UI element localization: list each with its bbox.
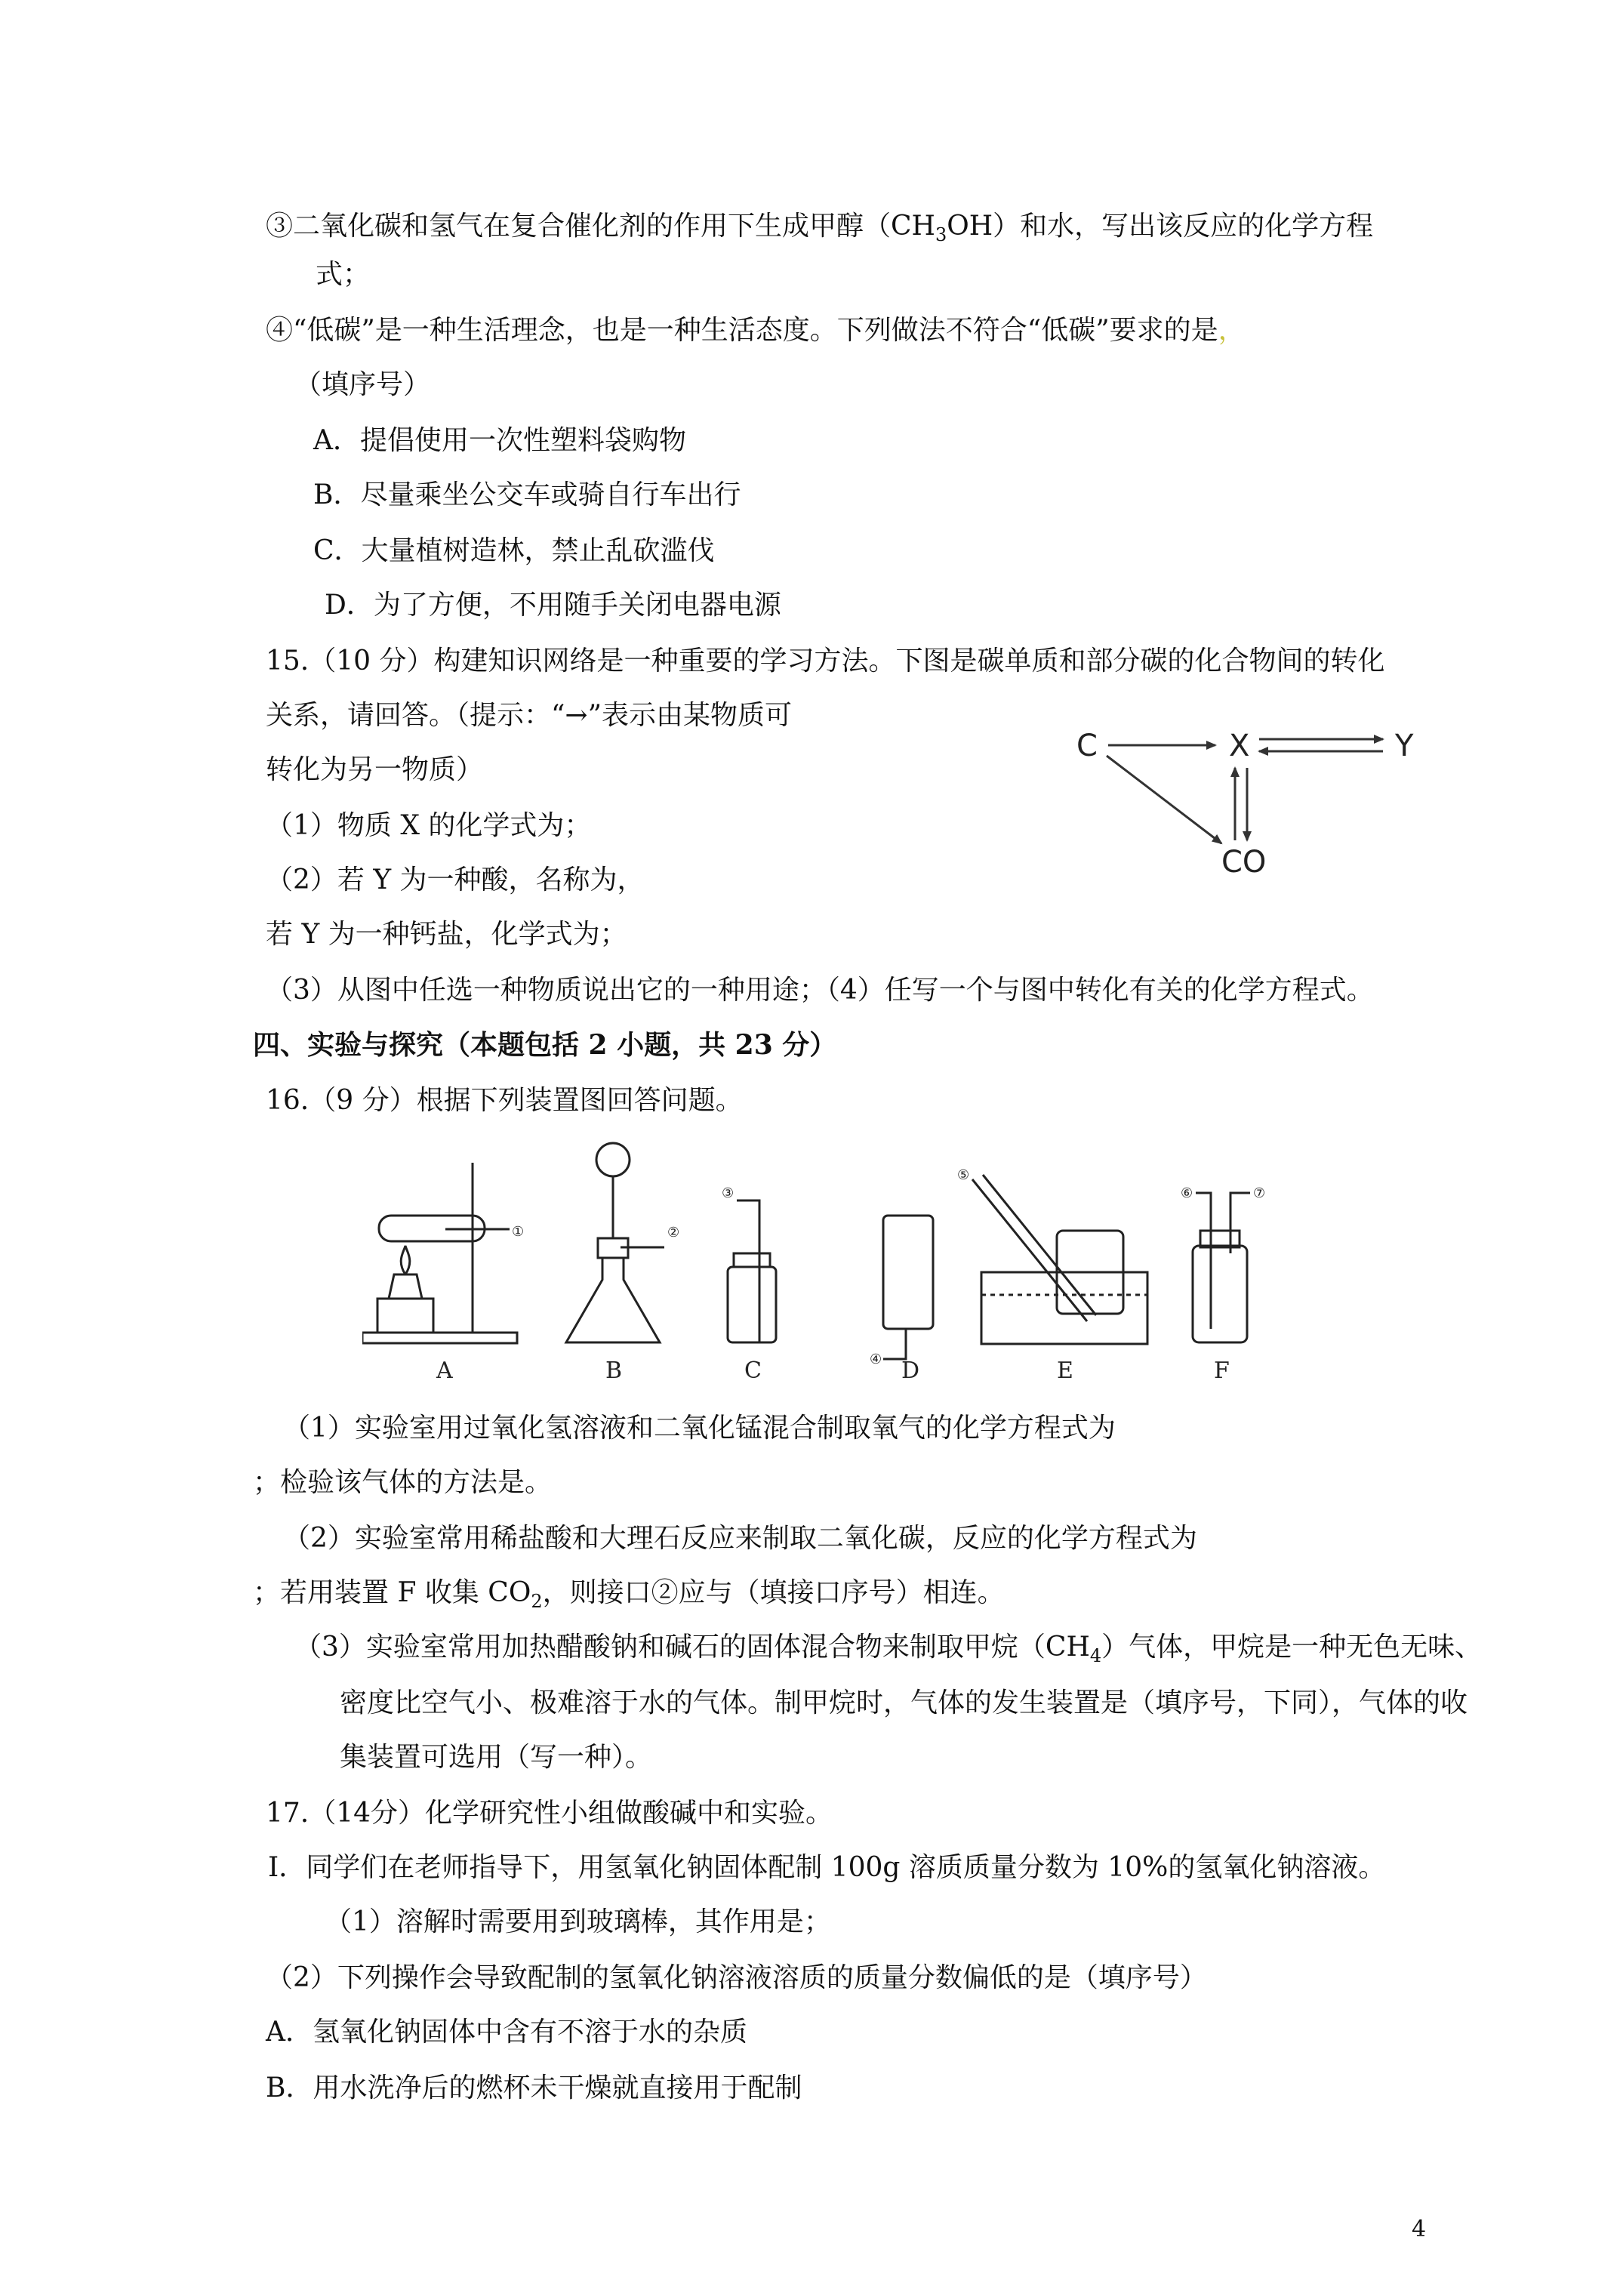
q16-part3c: 集装置可选用（写一种）。 (340, 1742, 653, 1773)
q15-sub2b: 若 Y 为一种钙盐，化学式为； (266, 919, 627, 950)
q17-part1: Ⅰ．同学们在老师指导下，用氢氧化钠固体配制 100g 溶质质量分数为 10%的氢氧化钠溶液。 (268, 1852, 1386, 1883)
q14-item3-cont: 式； (316, 259, 371, 290)
q15-line1: 15.（10 分）构建知识网络是一种重要的学习方法。下图是碳单质和部分碳的化合物间的转化 (266, 646, 1385, 676)
apparatus-e (972, 1175, 1147, 1344)
q17-option-b: B．用水洗净后的燃杯未干燥就直接用于配制 (266, 2073, 802, 2103)
apparatus-d (883, 1216, 933, 1359)
q16-part1a: （1）实验室用过氧化氢溶液和二氧化锰混合制取氧气的化学方程式为 (283, 1413, 1116, 1444)
q16-part2b: ；若用装置 F 收集 $CO_2$，则接口②应与（填接口序号）相连。 (253, 1577, 1005, 1613)
page-number: 4 (1412, 2216, 1427, 2242)
q15-sub2: （2）若 Y 为一种酸，名称为， (266, 864, 645, 895)
q15-line2: 关系，请回答。（提示：“→”表示由某物质可 (266, 700, 792, 731)
carbon-conversion-diagram (1057, 706, 1449, 895)
q16-title: 16.（9 分）根据下列装置图回答问题。 (266, 1085, 743, 1116)
label-f: F (1214, 1358, 1230, 1384)
q14-item3: ③二氧化碳和氢气在复合催化剂的作用下生成甲醇$(CH_3OH)$和水，写出该反应的化学方程 (266, 211, 1374, 246)
q14-option-d: D．为了方便，不用随手关闭电器电源 (325, 590, 781, 621)
q15-line3: 转化为另一物质） (266, 754, 484, 785)
port-4: ④ (870, 1351, 882, 1367)
apparatus-c (728, 1200, 776, 1342)
label-e: E (1057, 1358, 1073, 1384)
q17-sub2: （2）下列操作会导致配制的氢氧化钠溶液溶质的质量分数偏低的是（填序号） (266, 1962, 1207, 1993)
apparatus-a (362, 1163, 517, 1343)
apparatus-figure (362, 1140, 1298, 1389)
apparatus-f (1193, 1193, 1250, 1342)
q16-part3b: 密度比空气小、极难溶于水的气体。制甲烷时，气体的发生装置是（填序号，下同），气体的收 (340, 1687, 1468, 1718)
q14-item4-note: （填序号） (294, 369, 431, 400)
q16-part2a: （2）实验室常用稀盐酸和大理石反应来制取二氧化碳，反应的化学方程式为 (283, 1523, 1197, 1554)
q17-title: 17.（14分）化学研究性小组做酸碱中和实验。 (266, 1798, 833, 1829)
q17-sub1: （1）溶解时需要用到玻璃棒，其作用是； (325, 1906, 831, 1937)
q15-sub3: （3）从图中任选一种物质说出它的一种用途；（4）任写一个与图中转化有关的化学方程式。 (266, 975, 1374, 1006)
section-heading: 四、实验与探究（本题包括 2 小题，共 23 分） (253, 1029, 837, 1061)
apparatus-b (566, 1143, 664, 1342)
port-1: ① (512, 1224, 525, 1240)
port-3: ③ (722, 1185, 735, 1201)
port-2: ② (667, 1225, 680, 1240)
node-x: X (1229, 729, 1250, 763)
port-7: ⑦ (1253, 1185, 1266, 1201)
q16-part3a: （3）实验室常用加热醋酸钠和碱石的固体混合物来制取甲烷$(CH_4)$气体，甲烷是一种无色无味、 (294, 1632, 1483, 1667)
q14-option-c: C．大量植树造林，禁止乱砍滥伐 (313, 535, 715, 566)
node-co: CO (1221, 845, 1267, 880)
node-y: Y (1395, 729, 1414, 763)
q14-option-b: B．尽量乘坐公交车或骑自行车出行 (313, 479, 741, 510)
arrow-c-to-co (1107, 756, 1221, 843)
label-b: B (605, 1358, 623, 1384)
q17-option-a: A．氢氧化钠固体中含有不溶于水的杂质 (266, 2017, 747, 2048)
label-c: C (744, 1358, 762, 1384)
q15-sub1: （1）物质 X 的化学式为； (266, 810, 592, 841)
q16-part1b: ；检验该气体的方法是。 (253, 1467, 553, 1498)
q14-option-a: A．提倡使用一次性塑料袋购物 (313, 425, 686, 456)
port-5: ⑤ (957, 1167, 970, 1183)
node-c: C (1076, 729, 1098, 763)
q14-item4: ④“低碳”是一种生活理念，也是一种生活态度。下列做法不符合“低碳”要求的是， (266, 315, 1246, 346)
port-6: ⑥ (1181, 1185, 1193, 1201)
label-a: A (436, 1358, 453, 1384)
label-d: D (901, 1358, 920, 1384)
